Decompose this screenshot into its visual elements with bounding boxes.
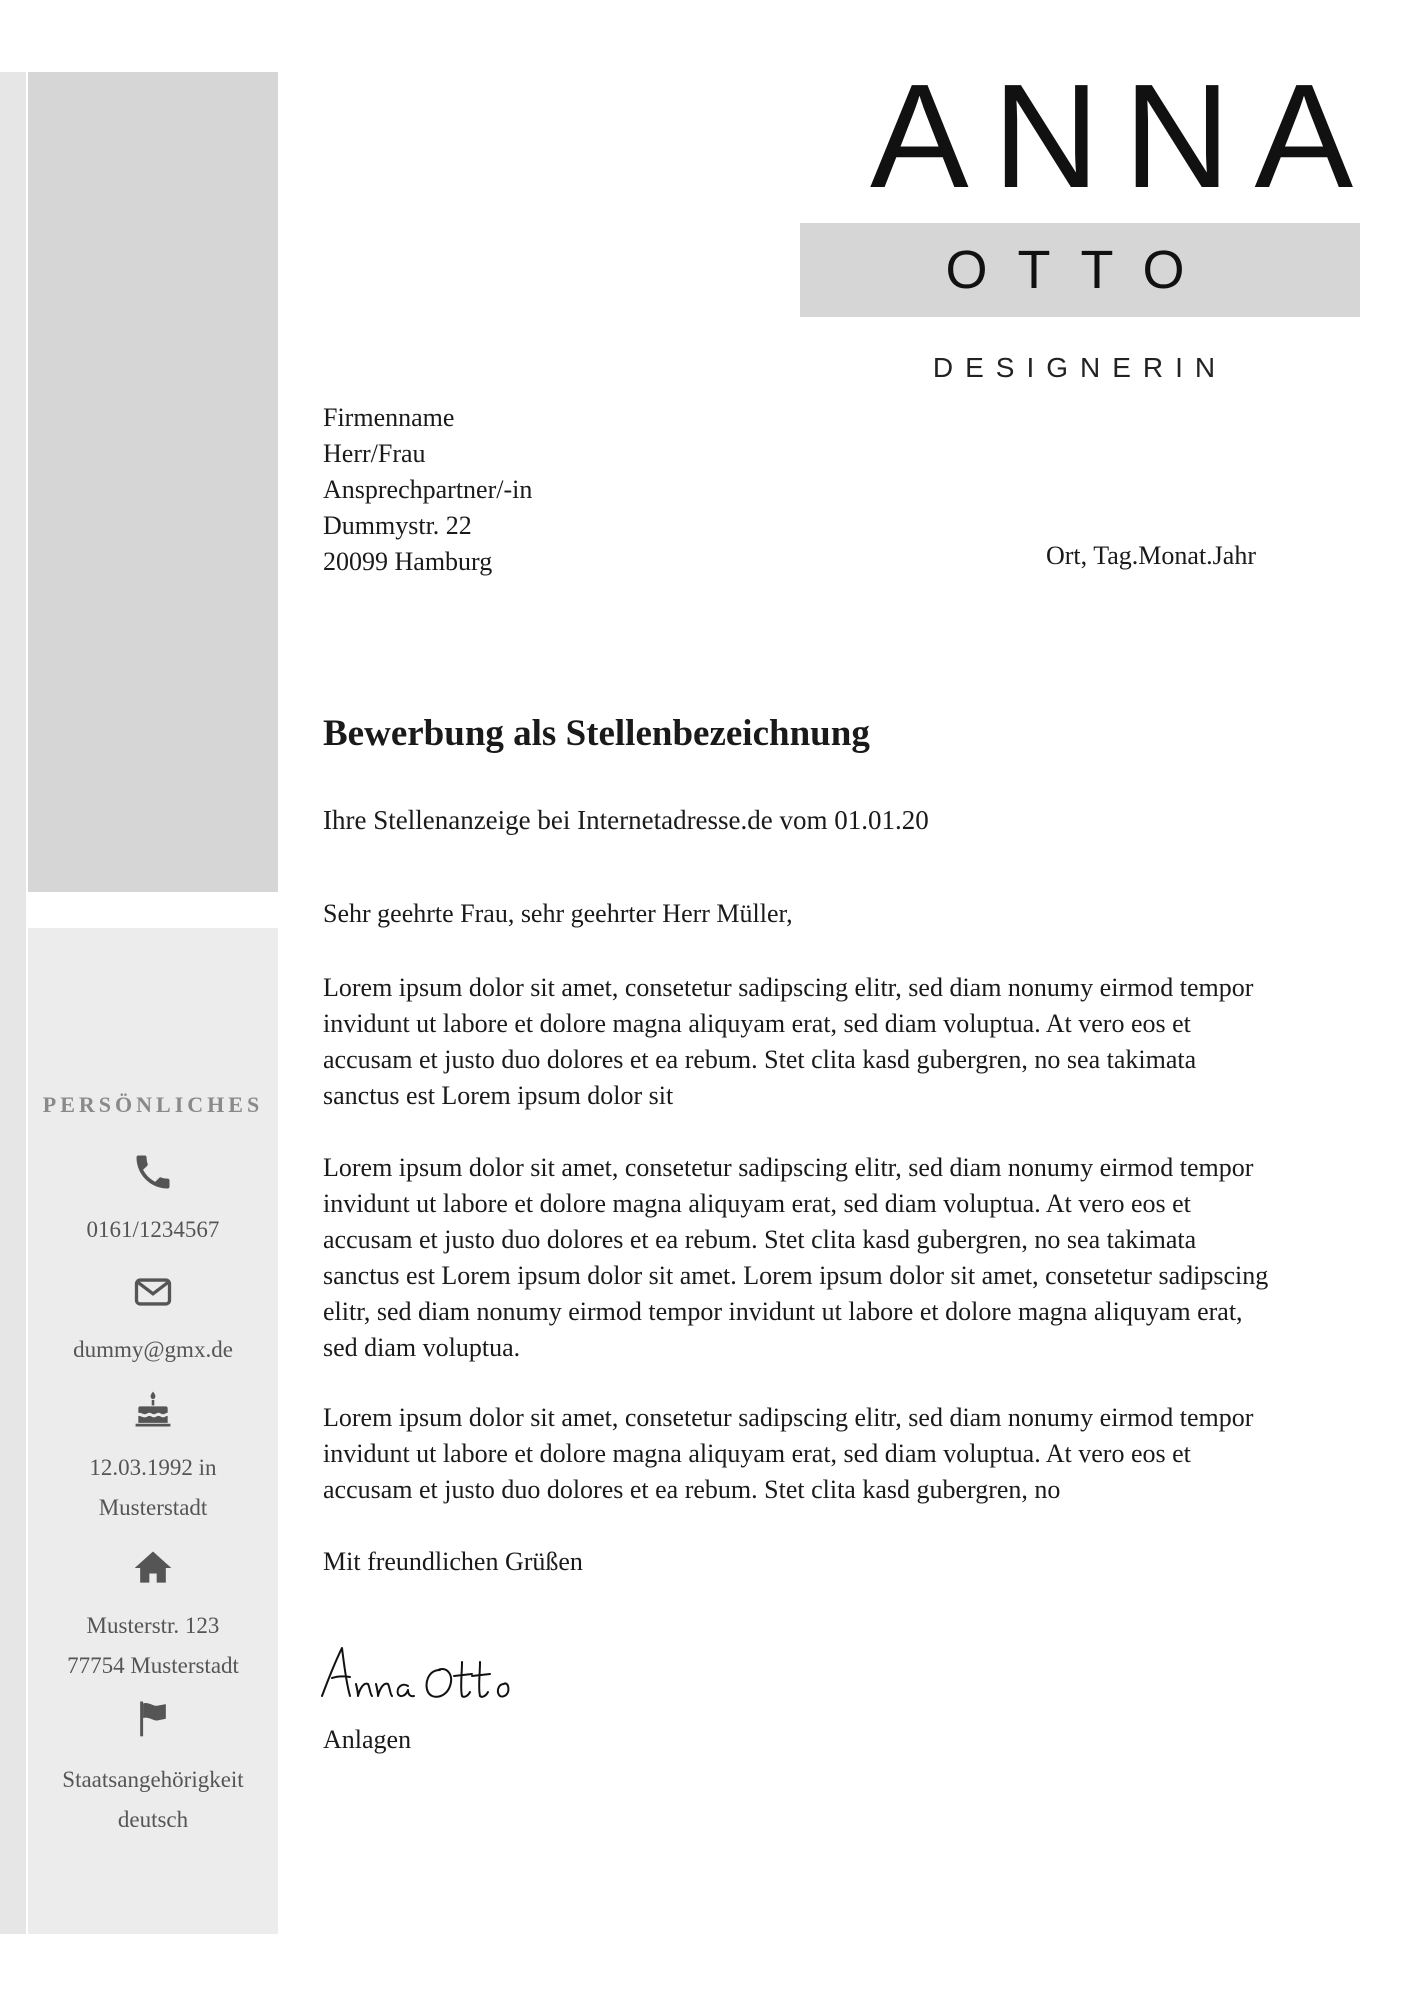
birth-place: Musterstadt: [98, 1495, 208, 1520]
recipient-street: Dummystr. 22: [323, 511, 472, 540]
photo-placeholder: [28, 72, 278, 892]
letter-paragraph: Lorem ipsum dolor sit amet, consetetur sadipscing elitr, sed diam nonumy eirmod tempor invidunt ut labore et dolore magna aliquyam erat, sed diam voluptua. At vero eos et accusam et justo duo dolores et ea rebum. Stet clita kasd gubergren, no: [323, 1403, 1254, 1504]
recipient-city: 20099 Hamburg: [323, 547, 493, 576]
birthday-cake-icon: [131, 1388, 175, 1432]
job-title: DESIGNERIN: [932, 352, 1228, 383]
date-line: Ort, Tag.Monat.Jahr: [1046, 541, 1256, 570]
flag-icon: [131, 1696, 175, 1740]
last-name: OTTO: [945, 240, 1215, 300]
address-city: 77754 Musterstadt: [67, 1653, 239, 1678]
email-address: dummy@gmx.de: [73, 1337, 233, 1362]
recipient-title: Herr/Frau: [323, 439, 426, 468]
handwritten-signature: [318, 1640, 538, 1710]
home-icon: [131, 1546, 175, 1590]
recipient-address: [323, 400, 532, 580]
envelope-icon: [131, 1270, 175, 1314]
birth-info: [28, 1448, 278, 1528]
birth-date: 12.03.1992 in: [89, 1455, 217, 1480]
nationality-label: Staatsangehörigkeit: [62, 1767, 244, 1792]
sidebar-title: PERSÖNLICHES: [42, 1092, 264, 1117]
letter-subject: Bewerbung als Stellenbezeichnung: [323, 713, 870, 754]
letter-paragraph: Lorem ipsum dolor sit amet, consetetur sadipscing elitr, sed diam nonumy eirmod tempor invidunt ut labore et dolore magna aliquyam erat, sed diam voluptua. At vero eos et accusam et justo duo dolores et ea rebum. Stet clita kasd gubergren, no sea takimata sanctus est Lorem ipsum dolor sit: [323, 973, 1254, 1110]
nationality: [28, 1760, 278, 1840]
nationality-value: deutsch: [117, 1807, 189, 1832]
recipient-company: Firmenname: [323, 403, 455, 432]
letter-closing: Mit freundlichen Grüßen: [323, 1547, 583, 1576]
left-edge-strip: [0, 72, 26, 1934]
personal-sidebar: [28, 928, 278, 1934]
letter-reference: Ihre Stellenanzeige bei Internetadresse.de vom 01.01.20: [323, 805, 929, 835]
last-name-band: [800, 223, 1360, 317]
address-street: Musterstr. 123: [86, 1613, 220, 1638]
recipient-contact: Ansprechpartner/-in: [323, 475, 533, 504]
letter-paragraph: Lorem ipsum dolor sit amet, consetetur sadipscing elitr, sed diam nonumy eirmod tempor invidunt ut labore et dolore magna aliquyam erat, sed diam voluptua. At vero eos et accusam et justo duo dolores et ea rebum. Stet clita kasd gubergren, no sea takimata sanctus est Lorem ipsum dolor sit amet. Lorem ipsum dolor sit amet, consetetur sadipscing elitr, sed diam nonumy eirmod tempor invidunt ut labore et dolore magna aliquyam erat, sed diam voluptua.: [323, 1153, 1269, 1362]
phone-icon: [131, 1150, 175, 1194]
letter-attachments: Anlagen: [323, 1725, 412, 1754]
letter-salutation: Sehr geehrte Frau, sehr geehrter Herr Müller,: [323, 899, 793, 928]
home-address: [28, 1606, 278, 1686]
first-name: ANNA: [870, 54, 1378, 219]
phone-number: 0161/1234567: [86, 1217, 220, 1242]
